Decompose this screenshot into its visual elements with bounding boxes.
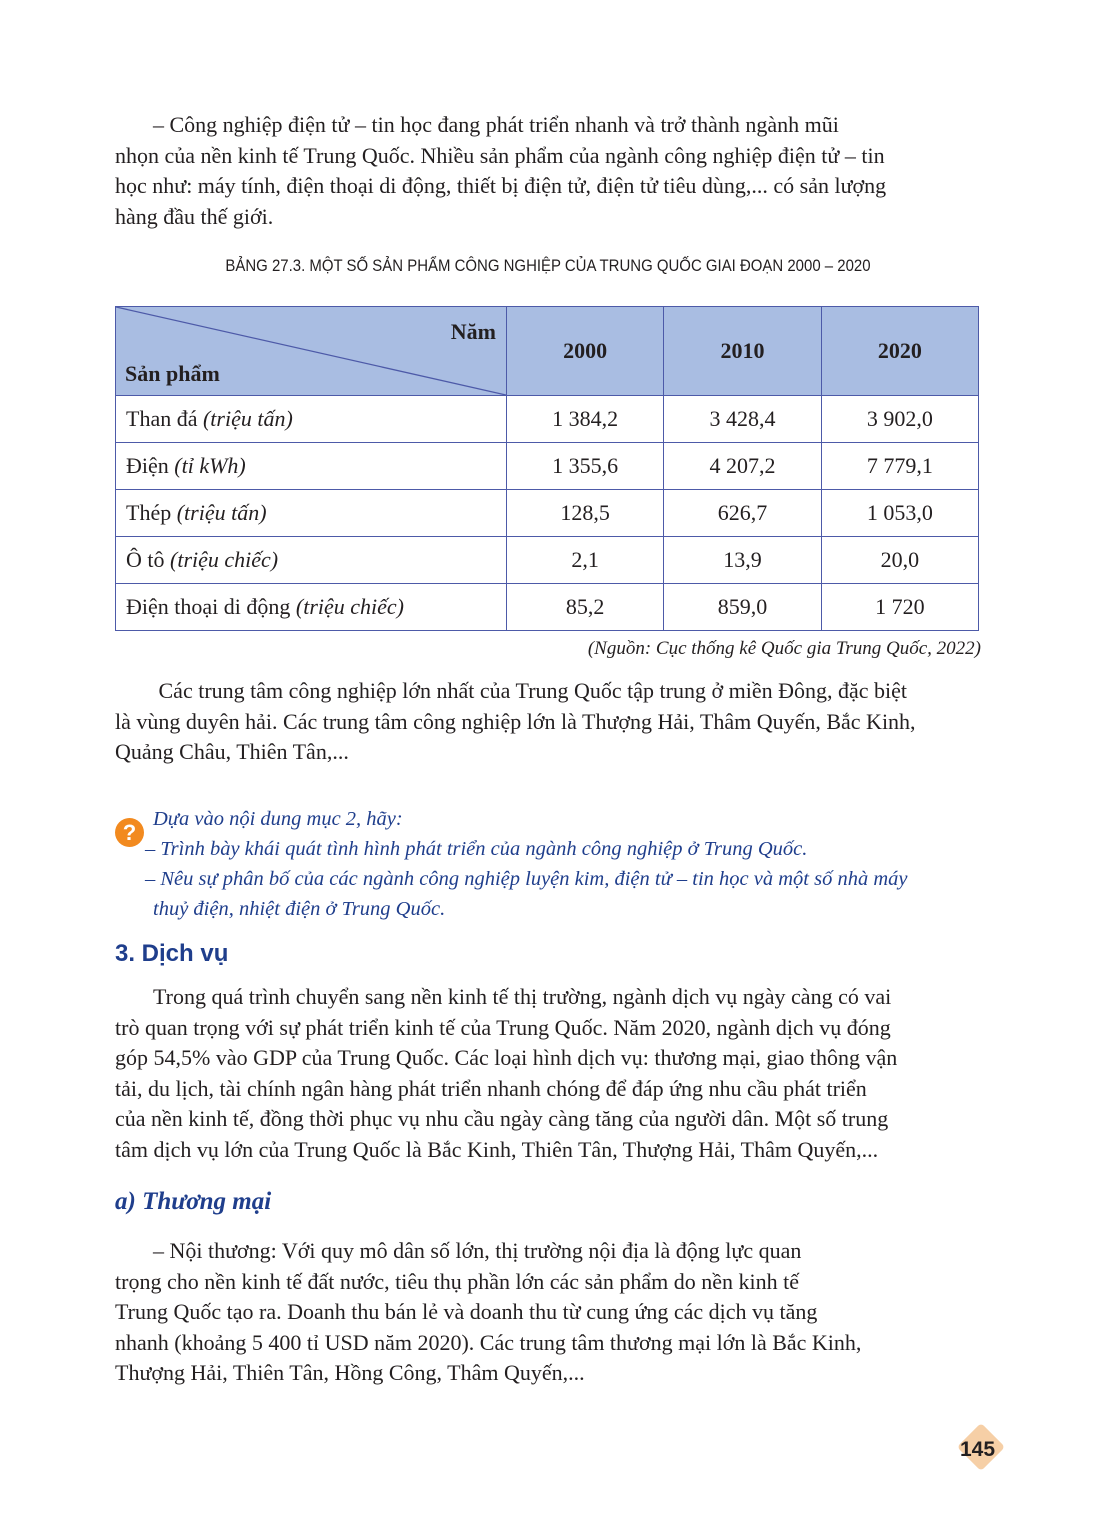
question-item-2: – Nêu sự phân bố của các ngành công nghiệp luyện kim, điện tử – tin học và một số nhà máy <box>145 868 908 890</box>
product-cell: Thép (triệu tấn) <box>116 490 507 537</box>
intro-line-4: hàng đầu thế giới. <box>115 203 274 229</box>
services-line-4: tải, du lịch, tài chính ngân hàng phát triển nhanh chóng để đáp ứng nhu cầu phát triển <box>115 1075 867 1101</box>
page-number-badge <box>952 1436 1014 1470</box>
value-cell: 20,0 <box>821 537 978 584</box>
product-cell: Than đá (triệu tấn) <box>116 396 507 443</box>
corner-year-label: Năm <box>450 319 496 344</box>
table-source-note: (Nguồn: Cục thống kê Quốc gia Trung Quốc, 2022) <box>587 638 981 659</box>
trade-line-3: Trung Quốc tạo ra. Doanh thu bán lẻ và doanh thu từ cung ứng các dịch vụ tăng <box>115 1299 818 1324</box>
value-cell: 128,5 <box>507 490 664 537</box>
centers-line-2: là vùng duyên hải. Các trung tâm công nghiệp lớn là Thượng Hải, Thâm Quyến, Bắc Kinh, <box>115 708 916 734</box>
value-cell: 1 384,2 <box>507 396 664 443</box>
value-cell: 1 053,0 <box>821 490 978 537</box>
value-cell: 7 779,1 <box>821 443 978 490</box>
centers-paragraph <box>115 676 981 768</box>
centers-line-3: Quảng Châu, Thiên Tân,... <box>115 739 349 764</box>
centers-line-1: Các trung tâm công nghiệp lớn nhất của Trung Quốc tập trung ở miền Đông, đặc biệt <box>153 678 908 703</box>
services-line-2: trò quan trọng với sự phát triển kinh tế của Trung Quốc. Năm 2020, ngành dịch vụ đóng <box>115 1014 891 1040</box>
product-cell: Điện (tỉ kWh) <box>116 443 507 490</box>
subheading-trade: a) Thương mại <box>115 1188 272 1215</box>
industrial-products-table <box>115 306 979 631</box>
corner-header-cell <box>116 307 507 396</box>
table-row <box>116 490 979 537</box>
value-cell: 4 207,2 <box>664 443 821 490</box>
intro-paragraph <box>115 110 981 232</box>
value-cell: 3 902,0 <box>821 396 978 443</box>
product-cell: Điện thoại di động (triệu chiếc) <box>116 584 507 631</box>
question-item-2-cont: thuỷ điện, nhiệt điện ở Trung Quốc. <box>153 898 446 920</box>
product-cell: Ô tô (triệu chiếc) <box>116 537 507 584</box>
value-cell: 626,7 <box>664 490 821 537</box>
value-cell: 2,1 <box>507 537 664 584</box>
value-cell: 859,0 <box>664 584 821 631</box>
trade-line-1: – Nội thương: Với quy mô dân số lớn, thị trường nội địa là động lực quan <box>153 1238 802 1263</box>
year-header-2000: 2000 <box>507 307 664 396</box>
intro-line-2: nhọn của nền kinh tế Trung Quốc. Nhiều sản phẩm của ngành công nghiệp điện tử – tin <box>115 142 885 168</box>
services-line-1: Trong quá trình chuyển sang nền kinh tế thị trường, ngành dịch vụ ngày càng có vai <box>153 984 892 1009</box>
value-cell: 1 355,6 <box>507 443 664 490</box>
trade-line-5: Thượng Hải, Thiên Tân, Hồng Công, Thâm Quyến,... <box>115 1360 585 1385</box>
table-title: BẢNG 27.3. MỘT SỐ SẢN PHẨM CÔNG NGHIỆP CỦA TRUNG QUỐC GIAI ĐOẠN 2000 – 2020 <box>225 256 871 275</box>
services-line-5: của nền kinh tế, đồng thời phục vụ nhu cầu ngày càng tăng của người dân. Một số trung <box>115 1106 889 1131</box>
year-header-2020: 2020 <box>821 307 978 396</box>
trade-paragraph <box>115 1236 981 1389</box>
services-paragraph <box>115 982 981 1165</box>
trade-line-4: nhanh (khoảng 5 400 tỉ USD năm 2020). Các trung tâm thương mại lớn là Bắc Kinh, <box>115 1329 862 1355</box>
value-cell: 3 428,4 <box>664 396 821 443</box>
section-heading: 3. Dịch vụ <box>115 940 229 967</box>
intro-line-3: học như: máy tính, điện thoại di động, thiết bị điện tử, điện tử tiêu dùng,... có sản lượng <box>115 173 887 198</box>
corner-product-label: Sản phẩm <box>125 361 220 386</box>
intro-line-1: – Công nghiệp điện tử – tin học đang phát triển nhanh và trở thành ngành mũi <box>153 112 839 137</box>
table-row <box>116 396 979 443</box>
question-icon: ? <box>115 818 144 847</box>
year-header-2010: 2010 <box>664 307 821 396</box>
question-prompt: Dựa vào nội dung mục 2, hãy: <box>153 808 403 830</box>
table-row <box>116 537 979 584</box>
services-line-6: tâm dịch vụ lớn của Trung Quốc là Bắc Kinh, Thiên Tân, Thượng Hải, Thâm Quyến,... <box>115 1136 879 1162</box>
table-row <box>116 443 979 490</box>
table-row <box>116 584 979 631</box>
page-number: 145 <box>960 1438 996 1461</box>
question-item-1: – Trình bày khái quát tình hình phát triển của ngành công nghiệp ở Trung Quốc. <box>145 838 808 860</box>
value-cell: 13,9 <box>664 537 821 584</box>
value-cell: 1 720 <box>821 584 978 631</box>
value-cell: 85,2 <box>507 584 664 631</box>
trade-line-2: trọng cho nền kinh tế đất nước, tiêu thụ phần lớn các sản phẩm do nền kinh tế <box>115 1268 800 1294</box>
services-line-3: góp 54,5% vào GDP của Trung Quốc. Các loại hình dịch vụ: thương mại, giao thông vận <box>115 1045 898 1070</box>
table-header-row <box>116 307 979 396</box>
